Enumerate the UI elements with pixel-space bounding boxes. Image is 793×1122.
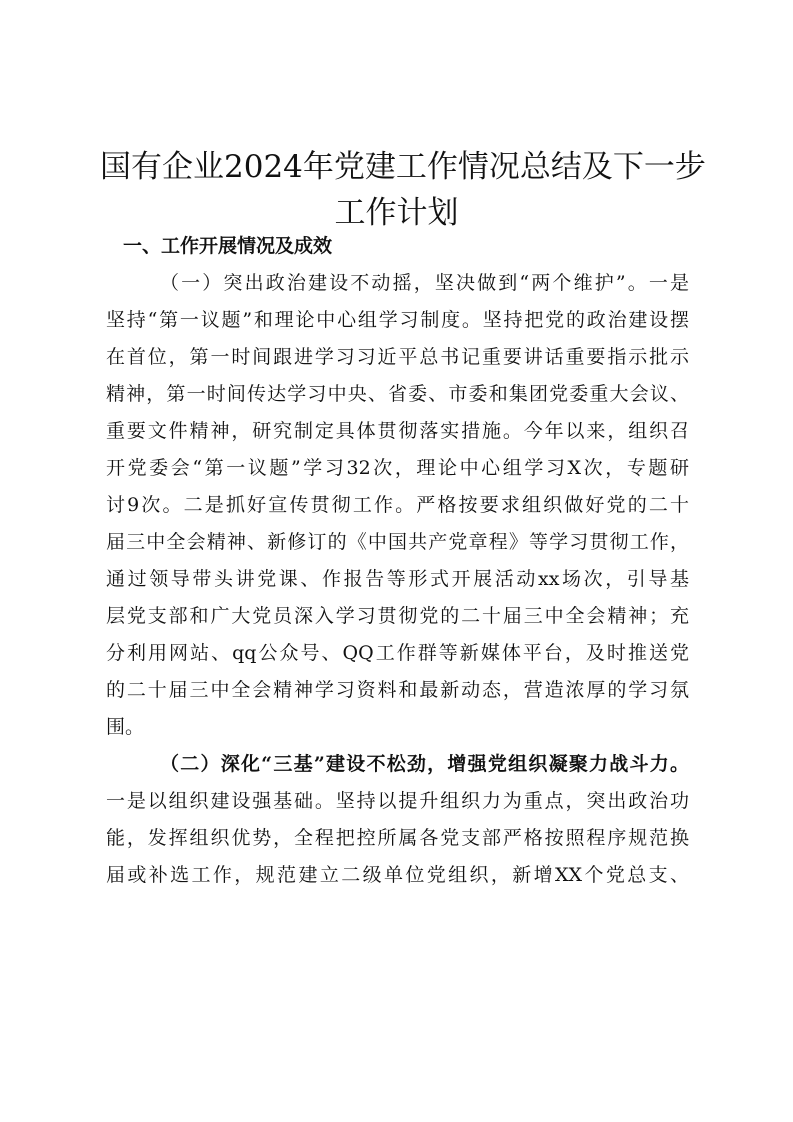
section-heading: 一、工作开展情况及成效 [123, 235, 333, 257]
paragraph-1-line: 讨9次。二是抓好宣传贯彻工作。严格按要求组织做好党的二十 [106, 494, 689, 516]
paragraph-1-line: （一）突出政治建设不动摇，坚决做到“两个维护”。一是 [160, 272, 689, 294]
paragraph-2-line: 能，发挥组织优势，全程把控所属各党支部严格按照程序规范换 [106, 827, 689, 849]
paragraph-2-line: （二）深化“三基”建设不松劲，增强党组织凝聚力战斗力。 [160, 753, 689, 775]
paragraph-2-line: 届或补选工作，规范建立二级单位党组织，新增XX个党总支、 [106, 864, 689, 886]
paragraph-1-line: 围。 [106, 716, 145, 738]
paragraph-1-line: 分利用网站、qq公众号、QQ工作群等新媒体平台，及时推送党 [106, 642, 689, 664]
paragraph-1-line: 届三中全会精神、新修订的《中国共产党章程》等学习贯彻工作， [106, 531, 689, 553]
document-title-line-2: 工作计划 [334, 195, 459, 231]
paragraph-1-line: 坚持“第一议题”和理论中心组学习制度。坚持把党的政治建设摆 [106, 309, 689, 331]
document-title-line-1: 国有企业2024年党建工作情况总结及下一步 [100, 149, 706, 185]
paragraph-1-line: 层党支部和广大党员深入学习贯彻党的二十届三中全会精神；充 [106, 605, 689, 627]
paragraph-1-line: 通过领导带头讲党课、作报告等形式开展活动xx场次，引导基 [106, 568, 689, 590]
paragraph-1-line: 精神，第一时间传达学习中央、省委、市委和集团党委重大会议、 [106, 383, 689, 405]
paragraph-2-line: 一是以组织建设强基础。坚持以提升组织力为重点，突出政治功 [106, 790, 689, 812]
paragraph-1-line: 在首位，第一时间跟进学习习近平总书记重要讲话重要指示批示 [106, 346, 689, 368]
paragraph-1-line: 开党委会“第一议题”学习32次，理论中心组学习X次，专题研 [106, 457, 689, 479]
paragraph-1-line: 重要文件精神，研究制定具体贯彻落实措施。今年以来，组织召 [106, 420, 689, 442]
paragraph-1-line: 的二十届三中全会精神学习资料和最新动态，营造浓厚的学习氛 [106, 679, 689, 701]
